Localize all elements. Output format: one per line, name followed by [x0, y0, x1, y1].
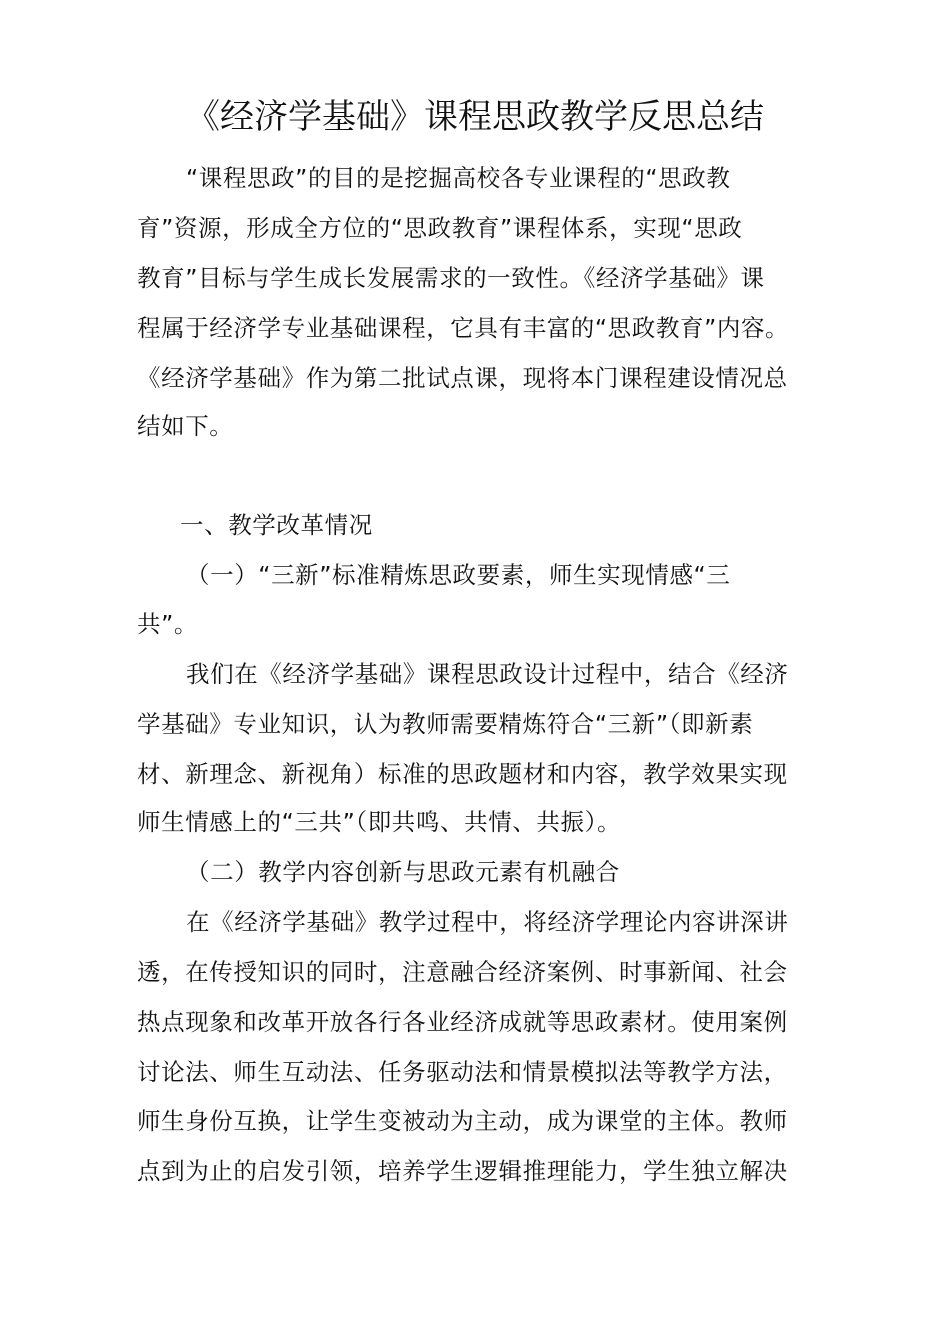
- paragraph-line: 程属于经济学专业基础课程，它具有丰富的“思政教育”内容。: [137, 314, 790, 342]
- paragraph-line: 师生情感上的“三共”（即共鸣、共情、共振）。: [137, 808, 622, 836]
- subsection-heading: （二）教学内容创新与思政元素有机融合: [186, 858, 620, 886]
- paragraph-line: 透，在传授知识的同时，注意融合经济案例、时事新闻、社会: [137, 958, 788, 986]
- paragraph-line: 《经济学基础》作为第二批试点课，现将本门课程建设情况总: [137, 364, 788, 392]
- paragraph-line: 在《经济学基础》教学过程中，将经济学理论内容讲深讲: [186, 908, 789, 936]
- paragraph-line: 点到为止的启发引领，培养学生逻辑推理能力，学生独立解决: [137, 1157, 788, 1185]
- subsection-heading: （一）“三新”标准精炼思政要素，师生实现情感“三: [186, 561, 731, 589]
- paragraph-line: 我们在《经济学基础》课程思政设计过程中，结合《经济: [186, 660, 789, 688]
- subsection-heading-continued: 共”。: [137, 610, 198, 638]
- section-heading: 一、教学改革情况: [180, 511, 373, 539]
- paragraph-line: 讨论法、师生互动法、任务驱动法和情景模拟法等教学方法，: [137, 1058, 788, 1086]
- paragraph-line: 教育”目标与学生成长发展需求的一致性。《经济学基础》课: [137, 264, 765, 292]
- paragraph-line: “课程思政”的目的是挖掘高校各专业课程的“思政教: [186, 164, 731, 192]
- paragraph-line: 学基础》专业知识，认为教师需要精炼符合“三新”（即新素: [137, 710, 754, 738]
- paragraph-line: 育”资源，形成全方位的“思政教育”课程体系，实现“思政: [137, 214, 743, 242]
- paragraph-line: 材、新理念、新视角）标准的思政题材和内容，教学效果实现: [137, 760, 788, 788]
- document-title: 《经济学基础》课程思政教学反思总结: [186, 97, 764, 137]
- paragraph-line: 师生身份互换，让学生变被动为主动，成为课堂的主体。教师: [137, 1107, 788, 1135]
- paragraph-line: 结如下。: [137, 412, 234, 440]
- paragraph-line: 热点现象和改革开放各行各业经济成就等思政素材。使用案例: [137, 1008, 788, 1036]
